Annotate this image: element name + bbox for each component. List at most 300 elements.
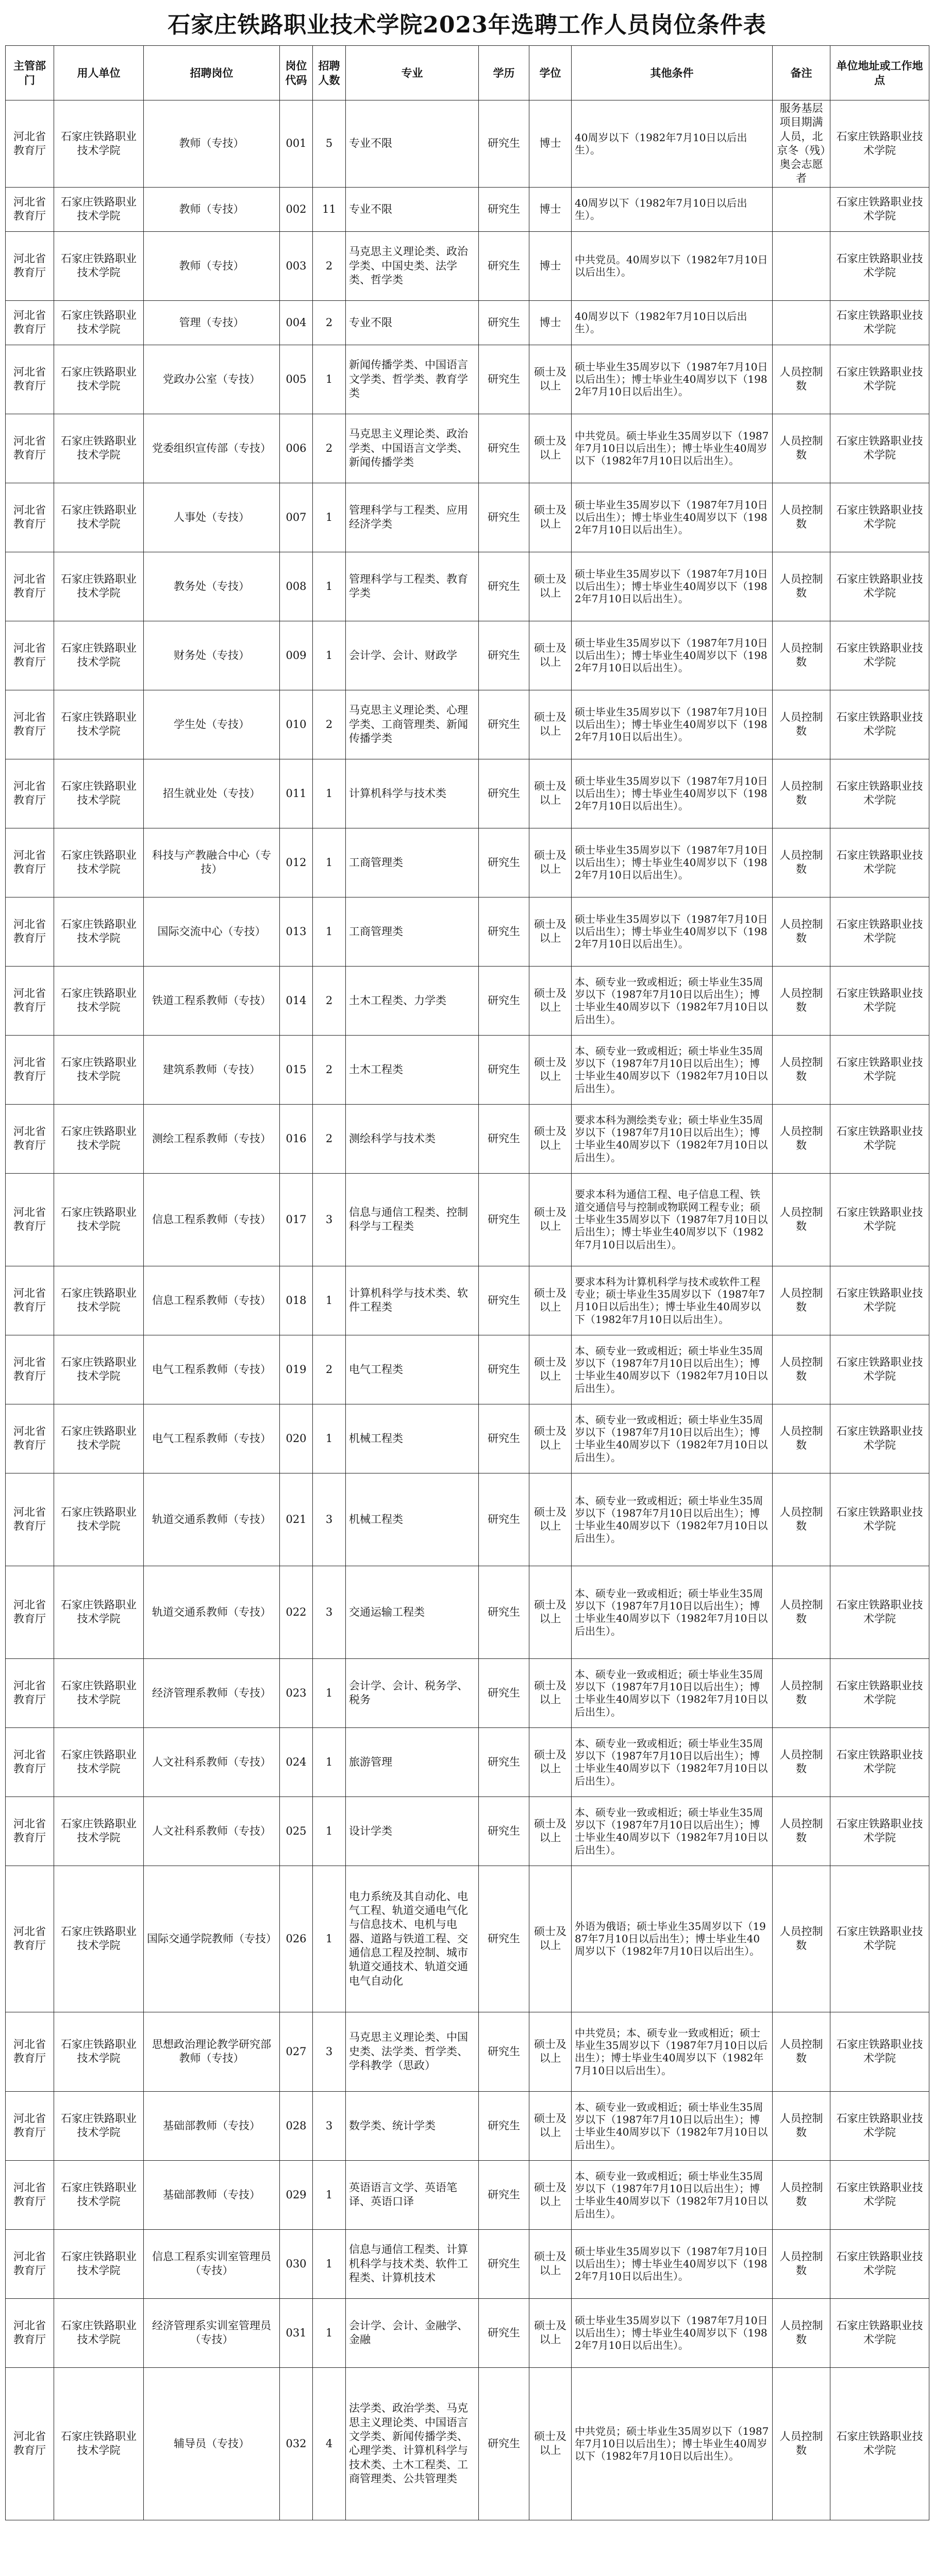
header-position: 招聘岗位 (144, 46, 280, 100)
cell-employer: 石家庄铁路职业技术学院 (54, 414, 144, 483)
cell-position: 经济管理系实训室管理员（专技） (144, 2298, 280, 2367)
cell-count: 1 (313, 1266, 346, 1335)
cell-major: 会计学、会计、财政学 (346, 621, 479, 690)
cell-education: 研究生 (479, 966, 529, 1035)
cell-major: 专业不限 (346, 187, 479, 231)
cell-position: 铁道工程系教师（专技） (144, 966, 280, 1035)
cell-dept: 河北省教育厅 (6, 828, 54, 897)
cell-degree: 硕士及以上 (529, 1866, 572, 2012)
cell-conditions: 本、硕专业一致或相近；硕士毕业生35周岁以下（1987年7月10日以后出生）；博士毕业生40周岁以下（1982年7月10日以后出生）。 (572, 1727, 773, 1797)
cell-address: 石家庄铁路职业技术学院 (830, 1266, 929, 1335)
cell-employer: 石家庄铁路职业技术学院 (54, 1473, 144, 1566)
table-row (6, 1473, 929, 1566)
cell-position: 人文社科系教师（专技） (144, 1727, 280, 1797)
cell-education: 研究生 (479, 300, 529, 345)
cell-remarks: 人员控制数 (773, 1473, 830, 1566)
cell-remarks: 人员控制数 (773, 2012, 830, 2091)
cell-dept: 河北省教育厅 (6, 345, 54, 414)
cell-employer: 石家庄铁路职业技术学院 (54, 1727, 144, 1797)
cell-education: 研究生 (479, 1727, 529, 1797)
table-row (6, 552, 929, 621)
cell-conditions: 中共党员；硕士毕业生35周岁以下（1987年7月10日以后出生）；博士毕业生40周岁以下（1982年7月10日以后出生）。 (572, 2367, 773, 2520)
cell-address: 石家庄铁路职业技术学院 (830, 2298, 929, 2367)
cell-code: 002 (280, 187, 313, 231)
cell-education: 研究生 (479, 1473, 529, 1566)
cell-degree: 硕士及以上 (529, 1797, 572, 1866)
cell-code: 007 (280, 483, 313, 552)
cell-address: 石家庄铁路职业技术学院 (830, 897, 929, 966)
cell-education: 研究生 (479, 1797, 529, 1866)
cell-position: 财务处（专技） (144, 621, 280, 690)
cell-degree: 硕士及以上 (529, 1266, 572, 1335)
cell-address: 石家庄铁路职业技术学院 (830, 759, 929, 828)
cell-major: 土木工程类 (346, 1035, 479, 1104)
table-row (6, 1797, 929, 1866)
cell-count: 3 (313, 1173, 346, 1266)
cell-employer: 石家庄铁路职业技术学院 (54, 1566, 144, 1658)
cell-degree: 硕士及以上 (529, 690, 572, 759)
cell-education: 研究生 (479, 1266, 529, 1335)
cell-degree: 硕士及以上 (529, 1473, 572, 1566)
cell-employer: 石家庄铁路职业技术学院 (54, 187, 144, 231)
header-address: 单位地址或工作地点 (830, 46, 929, 100)
table-row (6, 621, 929, 690)
cell-major: 英语语言文学、英语笔译、英语口译 (346, 2160, 479, 2229)
cell-count: 1 (313, 345, 346, 414)
cell-count: 1 (313, 897, 346, 966)
cell-dept: 河北省教育厅 (6, 414, 54, 483)
cell-remarks: 人员控制数 (773, 1335, 830, 1404)
cell-conditions: 硕士毕业生35周岁以下（1987年7月10日以后出生）；博士毕业生40周岁以下（1982年7月10日以后出生）。 (572, 345, 773, 414)
cell-dept: 河北省教育厅 (6, 759, 54, 828)
cell-remarks: 人员控制数 (773, 897, 830, 966)
cell-address: 石家庄铁路职业技术学院 (830, 2091, 929, 2160)
cell-conditions: 本、硕专业一致或相近；硕士毕业生35周岁以下（1987年7月10日以后出生）；博士毕业生40周岁以下（1982年7月10日以后出生）。 (572, 1035, 773, 1104)
cell-employer: 石家庄铁路职业技术学院 (54, 897, 144, 966)
cell-major: 测绘科学与技术类 (346, 1104, 479, 1173)
cell-employer: 石家庄铁路职业技术学院 (54, 231, 144, 300)
cell-count: 4 (313, 2367, 346, 2520)
cell-code: 031 (280, 2298, 313, 2367)
cell-address: 石家庄铁路职业技术学院 (830, 552, 929, 621)
cell-dept: 河北省教育厅 (6, 1035, 54, 1104)
cell-dept: 河北省教育厅 (6, 2229, 54, 2298)
table-row (6, 2367, 929, 2520)
cell-address: 石家庄铁路职业技术学院 (830, 966, 929, 1035)
cell-employer: 石家庄铁路职业技术学院 (54, 1404, 144, 1473)
cell-code: 024 (280, 1727, 313, 1797)
cell-position: 管理（专技） (144, 300, 280, 345)
cell-employer: 石家庄铁路职业技术学院 (54, 345, 144, 414)
cell-degree: 硕士及以上 (529, 1035, 572, 1104)
cell-degree: 博士 (529, 300, 572, 345)
cell-conditions: 本、硕专业一致或相近；硕士毕业生35周岁以下（1987年7月10日以后出生）；博士毕业生40周岁以下（1982年7月10日以后出生）。 (572, 966, 773, 1035)
cell-conditions: 硕士毕业生35周岁以下（1987年7月10日以后出生）；博士毕业生40周岁以下（1982年7月10日以后出生）。 (572, 759, 773, 828)
cell-count: 2 (313, 414, 346, 483)
cell-education: 研究生 (479, 690, 529, 759)
cell-position: 党委组织宣传部（专技） (144, 414, 280, 483)
cell-count: 1 (313, 2229, 346, 2298)
table-row (6, 759, 929, 828)
cell-major: 专业不限 (346, 300, 479, 345)
cell-education: 研究生 (479, 2298, 529, 2367)
cell-degree: 硕士及以上 (529, 552, 572, 621)
cell-dept: 河北省教育厅 (6, 1658, 54, 1727)
cell-conditions: 要求本科为计算机科学与技术或软件工程专业；硕士毕业生35周岁以下（1987年7月10日以后出生）；博士毕业生40周岁以下（1982年7月10日以后出生）。 (572, 1266, 773, 1335)
cell-employer: 石家庄铁路职业技术学院 (54, 1797, 144, 1866)
cell-conditions: 硕士毕业生35周岁以下（1987年7月10日以后出生）；博士毕业生40周岁以下（1982年7月10日以后出生）。 (572, 828, 773, 897)
cell-count: 3 (313, 2091, 346, 2160)
cell-remarks (773, 187, 830, 231)
cell-conditions: 40周岁以下（1982年7月10日以后出生）。 (572, 300, 773, 345)
cell-employer: 石家庄铁路职业技术学院 (54, 1335, 144, 1404)
cell-major: 旅游管理 (346, 1727, 479, 1797)
cell-address: 石家庄铁路职业技术学院 (830, 1104, 929, 1173)
cell-count: 1 (313, 621, 346, 690)
cell-degree: 博士 (529, 187, 572, 231)
table-row (6, 690, 929, 759)
cell-code: 006 (280, 414, 313, 483)
cell-education: 研究生 (479, 1035, 529, 1104)
cell-education: 研究生 (479, 1566, 529, 1658)
cell-conditions: 要求本科为测绘类专业；硕士毕业生35周岁以下（1987年7月10日以后出生）；博士毕业生40周岁以下（1982年7月10日以后出生）。 (572, 1104, 773, 1173)
cell-education: 研究生 (479, 187, 529, 231)
cell-degree: 博士 (529, 100, 572, 188)
table-row (6, 231, 929, 300)
cell-employer: 石家庄铁路职业技术学院 (54, 828, 144, 897)
cell-degree: 硕士及以上 (529, 2012, 572, 2091)
cell-education: 研究生 (479, 828, 529, 897)
cell-address: 石家庄铁路职业技术学院 (830, 1866, 929, 2012)
cell-code: 032 (280, 2367, 313, 2520)
cell-remarks: 人员控制数 (773, 2160, 830, 2229)
cell-major: 专业不限 (346, 100, 479, 188)
cell-employer: 石家庄铁路职业技术学院 (54, 690, 144, 759)
cell-code: 027 (280, 2012, 313, 2091)
cell-education: 研究生 (479, 1404, 529, 1473)
header-remarks: 备注 (773, 46, 830, 100)
cell-major: 管理科学与工程类、教育学类 (346, 552, 479, 621)
cell-conditions: 本、硕专业一致或相近；硕士毕业生35周岁以下（1987年7月10日以后出生）；博士毕业生40周岁以下（1982年7月10日以后出生）。 (572, 2160, 773, 2229)
cell-position: 轨道交通系教师（专技） (144, 1566, 280, 1658)
cell-code: 019 (280, 1335, 313, 1404)
cell-position: 思想政治理论教学研究部教师（专技） (144, 2012, 280, 2091)
cell-code: 029 (280, 2160, 313, 2229)
cell-dept: 河北省教育厅 (6, 690, 54, 759)
cell-remarks: 人员控制数 (773, 1404, 830, 1473)
cell-remarks: 人员控制数 (773, 345, 830, 414)
table-row (6, 2229, 929, 2298)
cell-major: 设计学类 (346, 1797, 479, 1866)
cell-conditions: 40周岁以下（1982年7月10日以后出生）。 (572, 100, 773, 188)
cell-degree: 硕士及以上 (529, 1335, 572, 1404)
cell-remarks: 人员控制数 (773, 1266, 830, 1335)
cell-conditions: 硕士毕业生35周岁以下（1987年7月10日以后出生）；博士毕业生40周岁以下（1982年7月10日以后出生）。 (572, 897, 773, 966)
cell-remarks: 人员控制数 (773, 2229, 830, 2298)
cell-major: 电力系统及其自动化、电气工程、轨道交通电气化与信息技术、电机与电器、道路与铁道工程、交通信息工程及控制、城市轨道交通技术、轨道交通电气自动化 (346, 1866, 479, 2012)
cell-major: 法学类、政治学类、马克思主义理论类、中国语言文学类、新闻传播学类、心理学类、计算机科学与技术类、土木工程类、工商管理类、公共管理类 (346, 2367, 479, 2520)
cell-address: 石家庄铁路职业技术学院 (830, 1727, 929, 1797)
cell-conditions: 硕士毕业生35周岁以下（1987年7月10日以后出生）；博士毕业生40周岁以下（1982年7月10日以后出生）。 (572, 2298, 773, 2367)
cell-dept: 河北省教育厅 (6, 1266, 54, 1335)
table-row (6, 1266, 929, 1335)
cell-degree: 硕士及以上 (529, 483, 572, 552)
cell-employer: 石家庄铁路职业技术学院 (54, 759, 144, 828)
table-row (6, 2298, 929, 2367)
cell-dept: 河北省教育厅 (6, 2091, 54, 2160)
cell-position: 教师（专技） (144, 231, 280, 300)
cell-employer: 石家庄铁路职业技术学院 (54, 2160, 144, 2229)
cell-degree: 硕士及以上 (529, 1566, 572, 1658)
cell-dept: 河北省教育厅 (6, 2298, 54, 2367)
header-major: 专业 (346, 46, 479, 100)
cell-employer: 石家庄铁路职业技术学院 (54, 2367, 144, 2520)
header-degree: 学位 (529, 46, 572, 100)
table-row (6, 345, 929, 414)
cell-position: 人文社科系教师（专技） (144, 1797, 280, 1866)
cell-degree: 硕士及以上 (529, 1404, 572, 1473)
table-row (6, 1866, 929, 2012)
cell-education: 研究生 (479, 552, 529, 621)
table-row (6, 1173, 929, 1266)
cell-employer: 石家庄铁路职业技术学院 (54, 2229, 144, 2298)
cell-degree: 硕士及以上 (529, 2298, 572, 2367)
cell-major: 马克思主义理论类、中国史类、法学类、哲学类、学科教学（思政） (346, 2012, 479, 2091)
cell-employer: 石家庄铁路职业技术学院 (54, 2091, 144, 2160)
cell-dept: 河北省教育厅 (6, 1404, 54, 1473)
header-count: 招聘人数 (313, 46, 346, 100)
cell-dept: 河北省教育厅 (6, 1866, 54, 2012)
cell-education: 研究生 (479, 1658, 529, 1727)
cell-position: 电气工程系教师（专技） (144, 1335, 280, 1404)
cell-employer: 石家庄铁路职业技术学院 (54, 300, 144, 345)
cell-code: 015 (280, 1035, 313, 1104)
cell-education: 研究生 (479, 483, 529, 552)
cell-code: 003 (280, 231, 313, 300)
cell-position: 信息工程系实训室管理员（专技） (144, 2229, 280, 2298)
cell-remarks: 人员控制数 (773, 690, 830, 759)
cell-address: 石家庄铁路职业技术学院 (830, 300, 929, 345)
cell-employer: 石家庄铁路职业技术学院 (54, 2012, 144, 2091)
cell-remarks: 人员控制数 (773, 483, 830, 552)
cell-count: 3 (313, 1473, 346, 1566)
cell-degree: 硕士及以上 (529, 2367, 572, 2520)
cell-employer: 石家庄铁路职业技术学院 (54, 1035, 144, 1104)
cell-code: 021 (280, 1473, 313, 1566)
table-row (6, 1104, 929, 1173)
cell-education: 研究生 (479, 414, 529, 483)
cell-dept: 河北省教育厅 (6, 1173, 54, 1266)
cell-major: 电气工程类 (346, 1335, 479, 1404)
cell-degree: 硕士及以上 (529, 2160, 572, 2229)
cell-degree: 博士 (529, 231, 572, 300)
cell-major: 信息与通信工程类、计算机科学与技术类、软件工程类、计算机技术 (346, 2229, 479, 2298)
cell-major: 工商管理类 (346, 828, 479, 897)
cell-address: 石家庄铁路职业技术学院 (830, 2229, 929, 2298)
cell-position: 经济管理系教师（专技） (144, 1658, 280, 1727)
cell-address: 石家庄铁路职业技术学院 (830, 483, 929, 552)
cell-address: 石家庄铁路职业技术学院 (830, 414, 929, 483)
cell-count: 2 (313, 1104, 346, 1173)
cell-code: 009 (280, 621, 313, 690)
cell-education: 研究生 (479, 2229, 529, 2298)
cell-code: 022 (280, 1566, 313, 1658)
cell-count: 1 (313, 1658, 346, 1727)
cell-major: 新闻传播学类、中国语言文学类、哲学类、教育学类 (346, 345, 479, 414)
cell-position: 建筑系教师（专技） (144, 1035, 280, 1104)
cell-address: 石家庄铁路职业技术学院 (830, 1404, 929, 1473)
cell-conditions: 40周岁以下（1982年7月10日以后出生）。 (572, 187, 773, 231)
cell-code: 018 (280, 1266, 313, 1335)
header-employer: 用人单位 (54, 46, 144, 100)
cell-code: 026 (280, 1866, 313, 2012)
cell-remarks: 人员控制数 (773, 621, 830, 690)
cell-count: 1 (313, 483, 346, 552)
cell-dept: 河北省教育厅 (6, 100, 54, 188)
cell-degree: 硕士及以上 (529, 2229, 572, 2298)
cell-employer: 石家庄铁路职业技术学院 (54, 1173, 144, 1266)
table-row (6, 1335, 929, 1404)
cell-remarks (773, 231, 830, 300)
cell-address: 石家庄铁路职业技术学院 (830, 2160, 929, 2229)
cell-remarks: 人员控制数 (773, 2367, 830, 2520)
table-row (6, 1727, 929, 1797)
table-row (6, 414, 929, 483)
table-row (6, 1035, 929, 1104)
cell-conditions: 本、硕专业一致或相近；硕士毕业生35周岁以下（1987年7月10日以后出生）；博士毕业生40周岁以下（1982年7月10日以后出生）。 (572, 1797, 773, 1866)
cell-remarks: 人员控制数 (773, 1797, 830, 1866)
table-row (6, 483, 929, 552)
cell-degree: 硕士及以上 (529, 1104, 572, 1173)
cell-dept: 河北省教育厅 (6, 2160, 54, 2229)
table-row (6, 1404, 929, 1473)
cell-education: 研究生 (479, 2012, 529, 2091)
cell-count: 2 (313, 1335, 346, 1404)
cell-dept: 河北省教育厅 (6, 483, 54, 552)
cell-address: 石家庄铁路职业技术学院 (830, 690, 929, 759)
cell-employer: 石家庄铁路职业技术学院 (54, 621, 144, 690)
cell-degree: 硕士及以上 (529, 414, 572, 483)
cell-degree: 硕士及以上 (529, 966, 572, 1035)
cell-conditions: 硕士毕业生35周岁以下（1987年7月10日以后出生）；博士毕业生40周岁以下（1982年7月10日以后出生）。 (572, 690, 773, 759)
cell-conditions: 硕士毕业生35周岁以下（1987年7月10日以后出生）；博士毕业生40周岁以下（1982年7月10日以后出生）。 (572, 621, 773, 690)
table-row (6, 300, 929, 345)
cell-remarks: 人员控制数 (773, 1173, 830, 1266)
cell-code: 030 (280, 2229, 313, 2298)
table-body (6, 100, 929, 2520)
cell-code: 001 (280, 100, 313, 188)
cell-remarks: 人员控制数 (773, 1727, 830, 1797)
table-row (6, 897, 929, 966)
cell-count: 2 (313, 231, 346, 300)
table-row (6, 2091, 929, 2160)
cell-code: 023 (280, 1658, 313, 1727)
cell-count: 5 (313, 100, 346, 188)
cell-address: 石家庄铁路职业技术学院 (830, 231, 929, 300)
cell-remarks: 人员控制数 (773, 2091, 830, 2160)
cell-degree: 硕士及以上 (529, 2091, 572, 2160)
cell-employer: 石家庄铁路职业技术学院 (54, 483, 144, 552)
cell-count: 2 (313, 300, 346, 345)
cell-degree: 硕士及以上 (529, 1173, 572, 1266)
cell-position: 信息工程系教师（专技） (144, 1266, 280, 1335)
cell-count: 1 (313, 1866, 346, 2012)
cell-degree: 硕士及以上 (529, 345, 572, 414)
header-dept: 主管部门 (6, 46, 54, 100)
cell-major: 会计学、会计、税务学、税务 (346, 1658, 479, 1727)
cell-count: 1 (313, 552, 346, 621)
cell-position: 国际交通学院教师（专技） (144, 1866, 280, 2012)
table-row (6, 2012, 929, 2091)
cell-major: 计算机科学与技术类 (346, 759, 479, 828)
cell-employer: 石家庄铁路职业技术学院 (54, 1104, 144, 1173)
cell-dept: 河北省教育厅 (6, 2367, 54, 2520)
cell-conditions: 硕士毕业生35周岁以下（1987年7月10日以后出生）；博士毕业生40周岁以下（1982年7月10日以后出生）。 (572, 483, 773, 552)
page-title: 石家庄铁路职业技术学院2023年选聘工作人员岗位条件表 (168, 12, 766, 38)
cell-conditions: 要求本科为通信工程、电子信息工程、铁道交通信号与控制或物联网工程专业；硕士毕业生35周岁以下（1987年7月10日以后出生）；博士毕业生40周岁以下（1982年7月10日以后出生）。 (572, 1173, 773, 1266)
cell-remarks: 人员控制数 (773, 1035, 830, 1104)
cell-count: 11 (313, 187, 346, 231)
cell-degree: 硕士及以上 (529, 897, 572, 966)
cell-conditions: 硕士毕业生35周岁以下（1987年7月10日以后出生）；博士毕业生40周岁以下（1982年7月10日以后出生）。 (572, 552, 773, 621)
cell-dept: 河北省教育厅 (6, 1566, 54, 1658)
cell-remarks: 人员控制数 (773, 2298, 830, 2367)
cell-conditions: 本、硕专业一致或相近；硕士毕业生35周岁以下（1987年7月10日以后出生）；博士毕业生40周岁以下（1982年7月10日以后出生）。 (572, 1335, 773, 1404)
cell-remarks: 服务基层项目期满人员，北京冬（残）奥会志愿者 (773, 100, 830, 188)
cell-employer: 石家庄铁路职业技术学院 (54, 100, 144, 188)
cell-education: 研究生 (479, 1104, 529, 1173)
cell-remarks: 人员控制数 (773, 759, 830, 828)
table-row (6, 2160, 929, 2229)
header-conditions: 其他条件 (572, 46, 773, 100)
cell-count: 3 (313, 2012, 346, 2091)
cell-education: 研究生 (479, 2367, 529, 2520)
cell-conditions: 硕士毕业生35周岁以下（1987年7月10日以后出生）；博士毕业生40周岁以下（1982年7月10日以后出生）。 (572, 2229, 773, 2298)
header-code: 岗位代码 (280, 46, 313, 100)
cell-remarks: 人员控制数 (773, 1658, 830, 1727)
cell-education: 研究生 (479, 1335, 529, 1404)
cell-education: 研究生 (479, 1173, 529, 1266)
cell-employer: 石家庄铁路职业技术学院 (54, 2298, 144, 2367)
cell-remarks: 人员控制数 (773, 1866, 830, 2012)
cell-dept: 河北省教育厅 (6, 897, 54, 966)
cell-position: 电气工程系教师（专技） (144, 1404, 280, 1473)
cell-remarks: 人员控制数 (773, 966, 830, 1035)
cell-address: 石家庄铁路职业技术学院 (830, 1335, 929, 1404)
cell-education: 研究生 (479, 2160, 529, 2229)
cell-position: 党政办公室（专技） (144, 345, 280, 414)
cell-address: 石家庄铁路职业技术学院 (830, 345, 929, 414)
cell-address: 石家庄铁路职业技术学院 (830, 2367, 929, 2520)
cell-position: 信息工程系教师（专技） (144, 1173, 280, 1266)
cell-count: 1 (313, 828, 346, 897)
cell-count: 1 (313, 1797, 346, 1866)
cell-count: 1 (313, 2298, 346, 2367)
cell-employer: 石家庄铁路职业技术学院 (54, 552, 144, 621)
cell-position: 基础部教师（专技） (144, 2091, 280, 2160)
cell-code: 012 (280, 828, 313, 897)
cell-address: 石家庄铁路职业技术学院 (830, 621, 929, 690)
cell-conditions: 中共党员。40周岁以下（1982年7月10日以后出生）。 (572, 231, 773, 300)
cell-remarks: 人员控制数 (773, 414, 830, 483)
cell-conditions: 中共党员。硕士毕业生35周岁以下（1987年7月10日以后出生）；博士毕业生40周岁以下（1982年7月10日以后出生）。 (572, 414, 773, 483)
cell-dept: 河北省教育厅 (6, 1797, 54, 1866)
cell-count: 2 (313, 690, 346, 759)
cell-remarks: 人员控制数 (773, 552, 830, 621)
cell-count: 2 (313, 966, 346, 1035)
cell-address: 石家庄铁路职业技术学院 (830, 1658, 929, 1727)
cell-address: 石家庄铁路职业技术学院 (830, 1797, 929, 1866)
